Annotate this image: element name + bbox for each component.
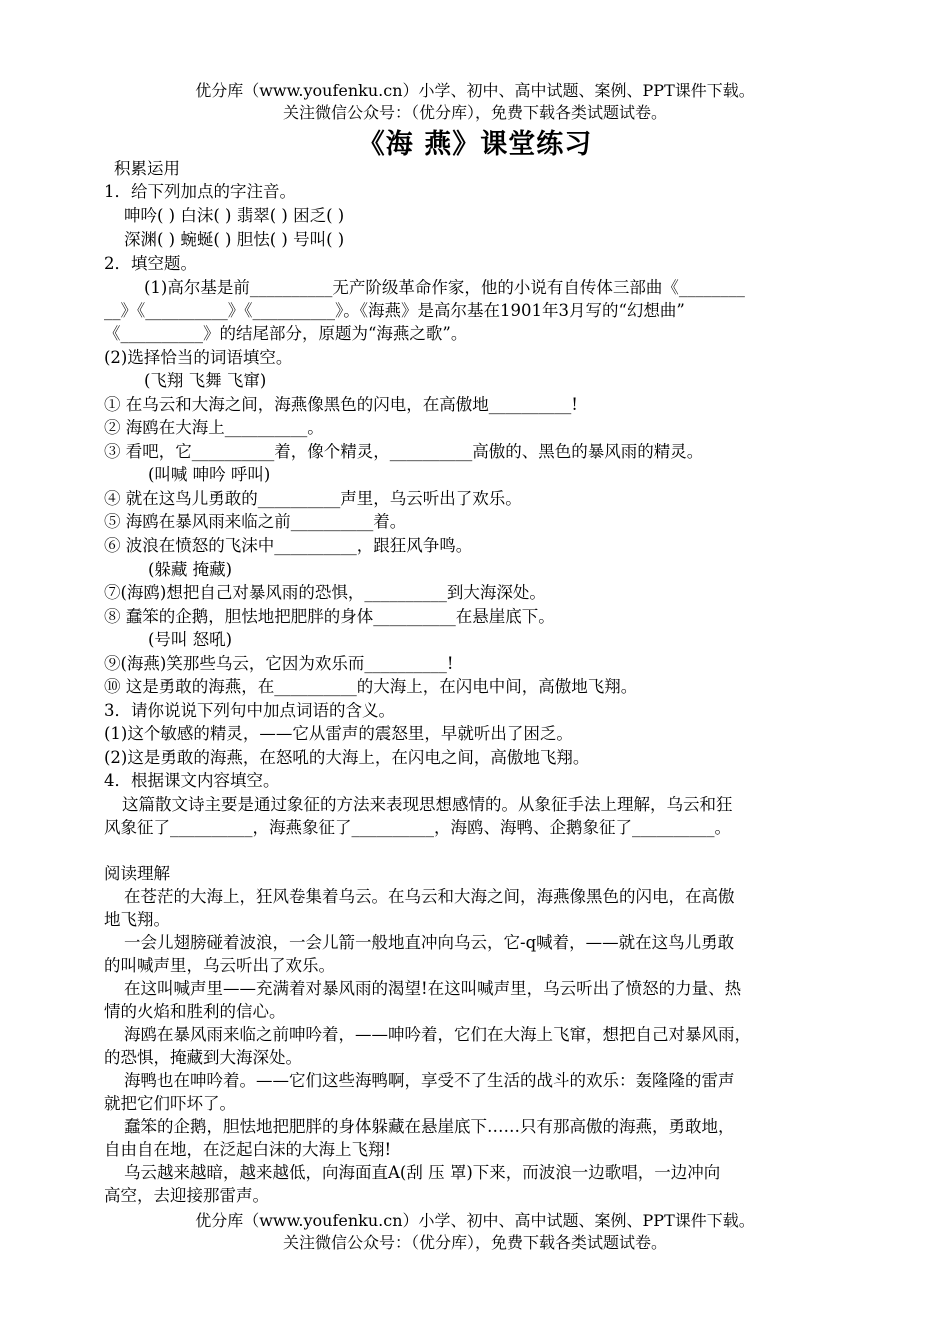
word-options: (叫喊 呻吟 呼叫) (148, 465, 271, 484)
section-heading: 阅读理解 (104, 864, 170, 883)
fill-item: ③ 看吧，它__________着，像个精灵，__________高傲的、黑色的暴风雨的精灵。 (104, 442, 704, 461)
passage-line: 就把它们吓坏了。 (104, 1094, 236, 1113)
text-line: 《__________》的结尾部分，原题为“海燕之歌”。 (104, 324, 468, 343)
text-line: 这篇散文诗主要是通过象征的方法来表现思想感情的。从象征手法上理解，乌云和狂 (122, 795, 733, 814)
passage-line: 在这叫喊声里——充满着对暴风雨的渴望!在这叫喊声里，乌云听出了愤怒的力量、热 (124, 979, 742, 998)
fill-item: ② 海鸥在大海上__________。 (104, 418, 324, 437)
passage-line: 海鸭也在呻吟着。——它们这些海鸭啊，享受不了生活的战斗的欢乐：轰隆隆的雷声 (124, 1071, 735, 1090)
passage-line: 的恐惧，掩藏到大海深处。 (104, 1048, 302, 1067)
passage-line: 海鸥在暴风雨来临之前呻吟着，——呻吟着，它们在大海上飞窜，想把自己对暴风雨， (124, 1025, 751, 1044)
question-1: 1．给下列加点的字注音。 (104, 182, 296, 201)
passage-line: 的叫喊声里，乌云听出了欢乐。 (104, 956, 335, 975)
text-line: (1)这个敏感的精灵，——它从雷声的震怒里，早就听出了困乏。 (104, 724, 573, 743)
word-options: (号叫 怒吼) (148, 630, 233, 649)
header-line-1: 优分库（www.youfenku.cn）小学、初中、高中试题、案例、PPT课件下载。 (195, 81, 755, 100)
sub-question: (2)选择恰当的词语填空。 (104, 348, 293, 367)
question-2: 2．填空题。 (104, 254, 197, 273)
passage-line: 情的火焰和胜利的信心。 (104, 1002, 286, 1021)
fill-item: ⑥ 波浪在愤怒的飞沫中__________，跟狂风争鸣。 (104, 536, 473, 555)
question-4: 4．根据课文内容填空。 (104, 771, 280, 790)
text-line: 风象征了__________，海燕象征了__________，海鸥、海鸭、企鹅象征了__________。 (104, 818, 731, 837)
fill-item: ④ 就在这鸟儿勇敢的__________声里，乌云听出了欢乐。 (104, 489, 522, 508)
page-title: 《海 燕》课堂练习 (357, 129, 593, 160)
passage-line: 一会儿翅膀碰着波浪，一会儿箭一般地直冲向乌云，它-q喊着，——就在这鸟儿勇敢 (124, 933, 735, 952)
footer-line-1: 优分库（www.youfenku.cn）小学、初中、高中试题、案例、PPT课件下载。 (195, 1211, 755, 1230)
question-3: 3．请你说说下列句中加点词语的含义。 (104, 701, 395, 720)
text-line: __》《__________》《__________》。《海燕》是高尔基在1901年3月写的“幻想曲” (104, 301, 685, 320)
passage-line: 高空，去迎接那雷声。 (104, 1186, 269, 1205)
passage-line: 蠢笨的企鹅，胆怯地把肥胖的身体躲藏在悬崖底下……只有那高傲的海燕，勇敢地， (124, 1117, 735, 1136)
text-line: (2)这是勇敢的海燕，在怒吼的大海上，在闪电之间，高傲地飞翔。 (104, 748, 590, 767)
passage-line: 在苍茫的大海上，狂风卷集着乌云。在乌云和大海之间，海燕像黑色的闪电，在高傲 (124, 887, 735, 906)
word-options: (躲藏 掩藏) (148, 560, 233, 579)
fill-item: ⑧ 蠢笨的企鹅，胆怯地把肥胖的身体__________在悬崖底下。 (104, 607, 555, 626)
footer-line-2: 关注微信公众号：（优分库），免费下载各类试题试卷。 (282, 1233, 667, 1252)
header-line-2: 关注微信公众号：（优分库），免费下载各类试题试卷。 (282, 103, 667, 122)
fill-item: ⑦(海鸥)想把自己对暴风雨的恐惧，__________到大海深处。 (104, 583, 546, 602)
passage-line: 乌云越来越暗，越来越低，向海面直A(刮 压 罩)下来，而波浪一边歌唱，一边冲向 (124, 1163, 721, 1182)
fill-item: ⑩ 这是勇敢的海燕，在__________的大海上，在闪电中间，高傲地飞翔。 (104, 677, 638, 696)
fill-item: ⑤ 海鸥在暴风雨来临之前__________着。 (104, 512, 407, 531)
section-heading: 积累运用 (114, 159, 180, 178)
fill-item: ⑨(海燕)笑那些乌云，它因为欢乐而__________! (104, 654, 454, 673)
passage-line: 自由自在地，在泛起白沫的大海上飞翔! (104, 1140, 392, 1159)
text-line: (1)高尔基是前__________无产阶级革命作家，他的小说有自传体三部曲《________ (144, 278, 745, 297)
word-options: (飞翔 飞舞 飞窜) (144, 371, 267, 390)
fill-item: ① 在乌云和大海之间，海燕像黑色的闪电，在高傲地__________! (104, 395, 578, 414)
pinyin-row-2: 深渊( ) 蜿蜒( ) 胆怯( ) 号叫( ) (124, 230, 345, 249)
pinyin-row-1: 呻吟( ) 白沫( ) 翡翠( ) 困乏( ) (124, 206, 345, 225)
passage-line: 地飞翔。 (104, 910, 170, 929)
